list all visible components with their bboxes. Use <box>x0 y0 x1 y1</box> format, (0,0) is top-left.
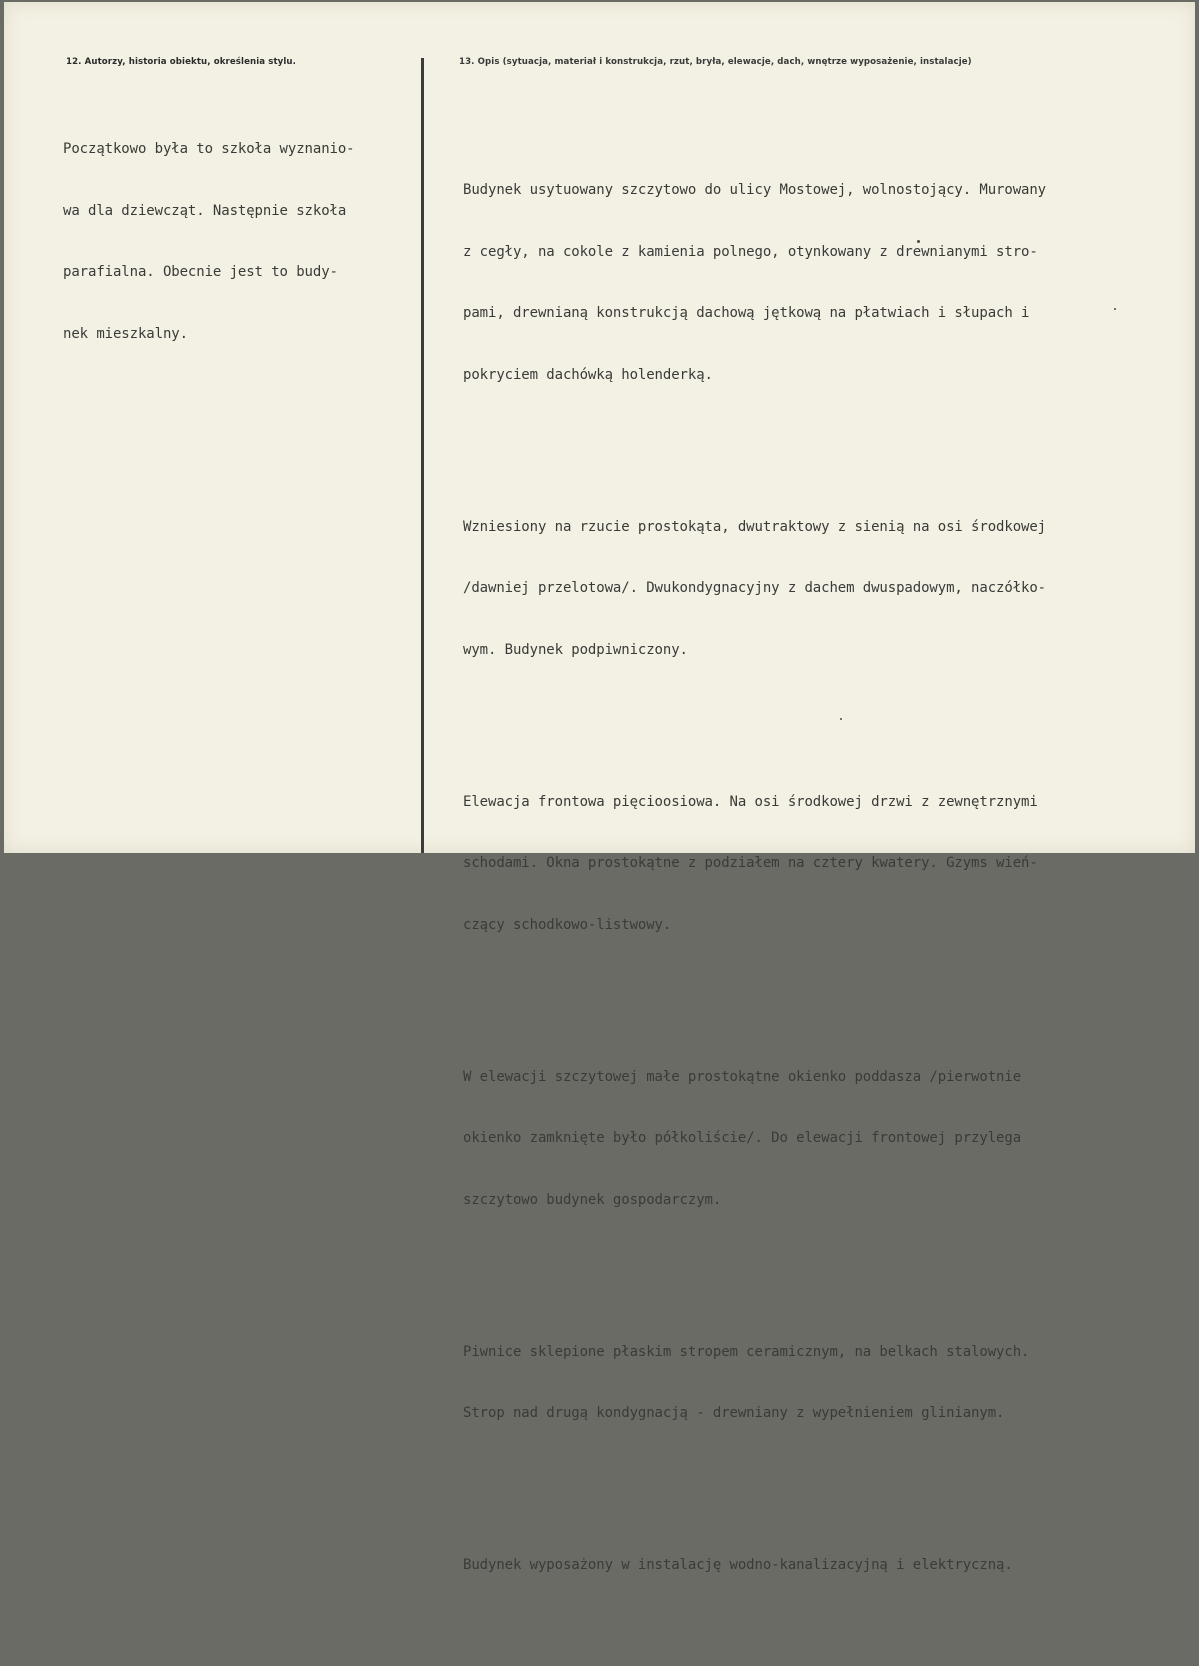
paper-speck <box>840 718 842 720</box>
paper-speck <box>1114 308 1116 310</box>
typed-line: szczytowo budynek gospodarczym. <box>463 1191 722 1208</box>
typed-line: Budynek usytuowany szczytowo do ulicy Mostowej, wolnostojący. Murowany <box>463 182 1047 198</box>
typed-line: czący schodkowo-listwowy. <box>463 916 672 933</box>
typed-line: /dawniej przelotowa/. Dwukondygnacyjny z dachem dwuspadowym, naczółko- <box>463 580 1047 596</box>
left-column-text <box>63 98 355 385</box>
description-paragraph <box>463 751 1046 977</box>
description-paragraph <box>463 1026 1046 1252</box>
description-paragraph <box>463 139 1046 426</box>
typed-line: nek mieszkalny. <box>63 325 188 342</box>
typed-line: W elewacji szczytowej małe prostokątne okienko poddasza /pierwotnie <box>463 1068 1022 1085</box>
typed-line: z cegły, na cokole z kamienia polnego, otynkowany z drewnianymi stro- <box>463 243 1038 260</box>
typed-line: wa dla dziewcząt. Następnie szkoła <box>63 202 347 219</box>
document-sheet <box>4 2 1195 1573</box>
typed-line: wym. Budynek podpiwniczony. <box>463 641 688 658</box>
description-paragraph <box>463 1514 1046 1617</box>
typed-line: Wzniesiony na rzucie prostokąta, dwutraktowy z sienią na osi środkowej <box>463 518 1047 535</box>
paper-speck <box>917 240 920 243</box>
description-paragraph <box>463 476 1046 702</box>
column-divider <box>421 58 424 853</box>
right-column-header: 13. Opis (sytuacja, materiał i konstrukcja, rzut, bryła, elewacje, dach, wnętrze wyposażenie, instalacje) <box>459 57 972 67</box>
typed-line: pokryciem dachówką holenderką. <box>463 366 713 383</box>
description-paragraph <box>463 1301 1046 1465</box>
typed-line: Elewacja frontowa pięcioosiowa. Na osi środkowej drzwi z zewnętrznymi <box>463 793 1038 810</box>
typed-line: okienko zamknięte było półkoliście/. Do elewacji frontowej przylega <box>463 1130 1022 1146</box>
typed-line: Piwnice sklepione płaskim stropem ceramicznym, na belkach stalowych. <box>463 1343 1030 1360</box>
typed-line: Budynek wyposażony w instalację wodno-kanalizacyjną i elektryczną. <box>463 1557 1013 1573</box>
right-column-text <box>463 98 1046 1666</box>
left-column-header: 12. Autorzy, historia obiektu, określenia stylu. <box>66 57 297 67</box>
typed-line: parafialna. Obecnie jest to budy- <box>63 264 338 280</box>
typed-line: Strop nad drugą kondygnacją - drewniany z wypełnieniem glinianym. <box>463 1405 1005 1421</box>
typed-line: schodami. Okna prostokątne z podziałem na cztery kwatery. Gzyms wień- <box>463 855 1038 871</box>
typed-line: pami, drewnianą konstrukcją dachową jętkową na płatwiach i słupach i <box>463 305 1030 321</box>
typed-line: Początkowo była to szkoła wyznanio- <box>63 141 355 157</box>
